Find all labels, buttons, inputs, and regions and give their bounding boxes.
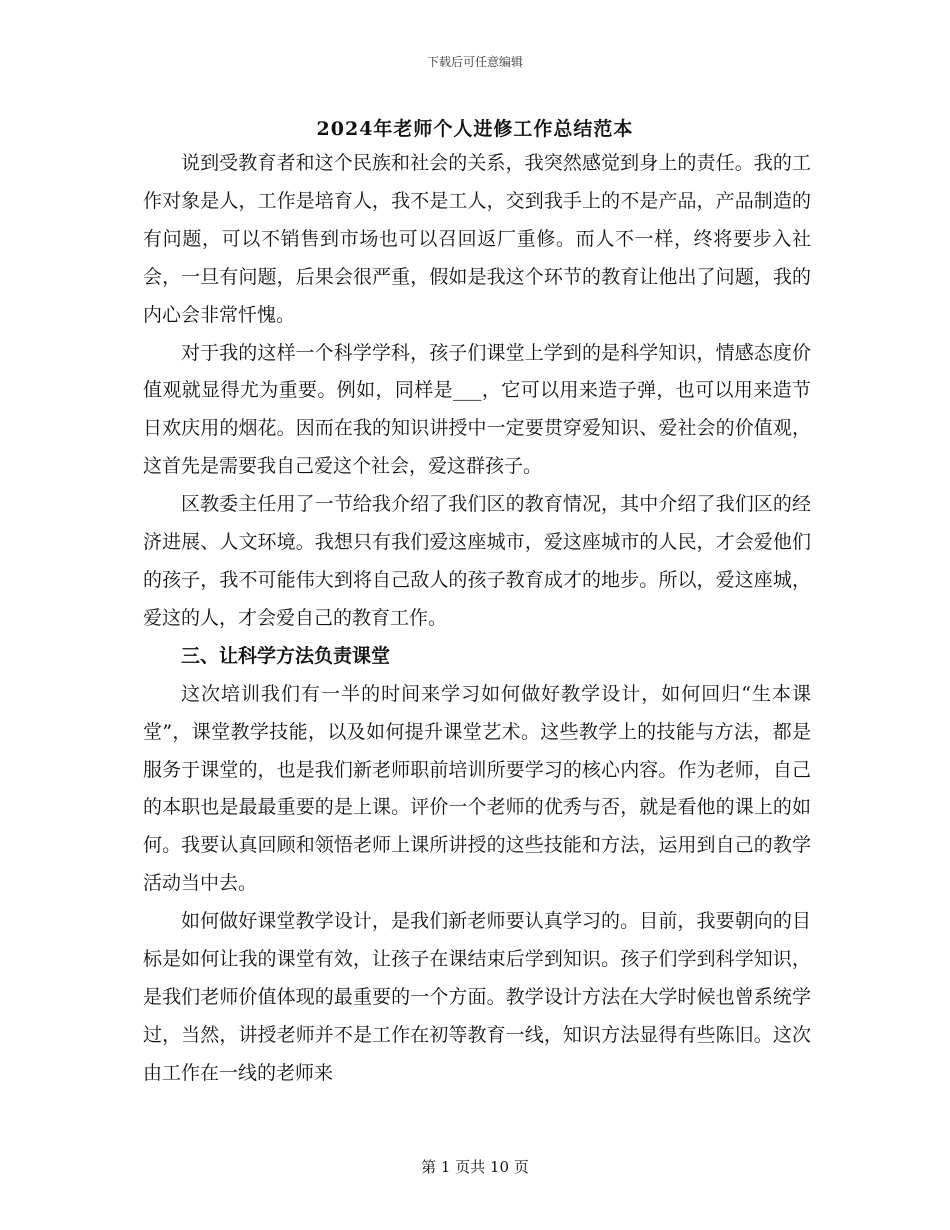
paragraph: 如何做好课堂教学设计，是我们新老师要认真学习的。目前，我要朝向的目标是如何让我的课堂有效，让孩子在课结束后学到知识。孩子们学到科学知识，是我们老师价值体现的最重要的一个方面。教学设计方法在大学时候也曾系统学过，当然，讲授老师并不是工作在初等教育一线，知识方法显得有些陈旧。这次由工作在一线的老师来 xyxy=(143,910,811,1084)
paragraph: 这次培训我们有一半的时间来学习如何做好教学设计，如何回归“生本课堂”，课堂教学技能，以及如何提升课堂艺术。这些教学上的技能与方法，都是服务于课堂的，也是我们新老师职前培训所要学习的核心内容。作为老师，自己的本职也是最最重要的是上课。评价一个老师的优秀与否，就是看他的课上的如何。我要认真回顾和领悟老师上课所讲授的这些技能和方法，运用到自己的教学活动当中去。 xyxy=(143,682,811,895)
paragraph: 对于我的这样一个科学学科，孩子们课堂上学到的是科学知识，情感态度价值观就显得尤为重要。例如，同样是___，它可以用来造子弹，也可以用来造节日欢庆用的烟花。因而在我的知识讲授中一定要贯穿爱知识、爱社会的价值观，这首先是需要我自己爱这个社会，爱这群孩子。 xyxy=(143,341,811,478)
page-number-footer: 第 1 页共 10 页 xyxy=(421,1158,529,1176)
section-heading: 三、让科学方法负责课堂 xyxy=(181,644,391,667)
header-note: 下载后可任意编辑 xyxy=(426,55,523,69)
document-body xyxy=(143,145,811,1093)
paragraph: 区教委主任用了一节给我介绍了我们区的教育情况，其中介绍了我们区的经济进展、人文环境。我想只有我们爱这座城市，爱这座城市的人民，才会爱他们的孩子，我不可能伟大到将自己敌人的孩子教育成才的地步。所以，爱这座城，爱这的人，才会爱自己的教育工作。 xyxy=(143,493,811,629)
paragraph: 说到受教育者和这个民族和社会的关系，我突然感觉到身上的责任。我的工作对象是人，工作是培育人，我不是工人，交到我手上的不是产品，产品制造的有问题，可以不销售到市场也可以召回返厂重修。而人不一样，终将要步入社会，一旦有问题，后果会很严重，假如是我这个环节的教育让他出了问题，我的内心会非常忏愧。 xyxy=(143,152,811,326)
document-title: 2024年老师个人进修工作总结范本 xyxy=(316,118,634,140)
